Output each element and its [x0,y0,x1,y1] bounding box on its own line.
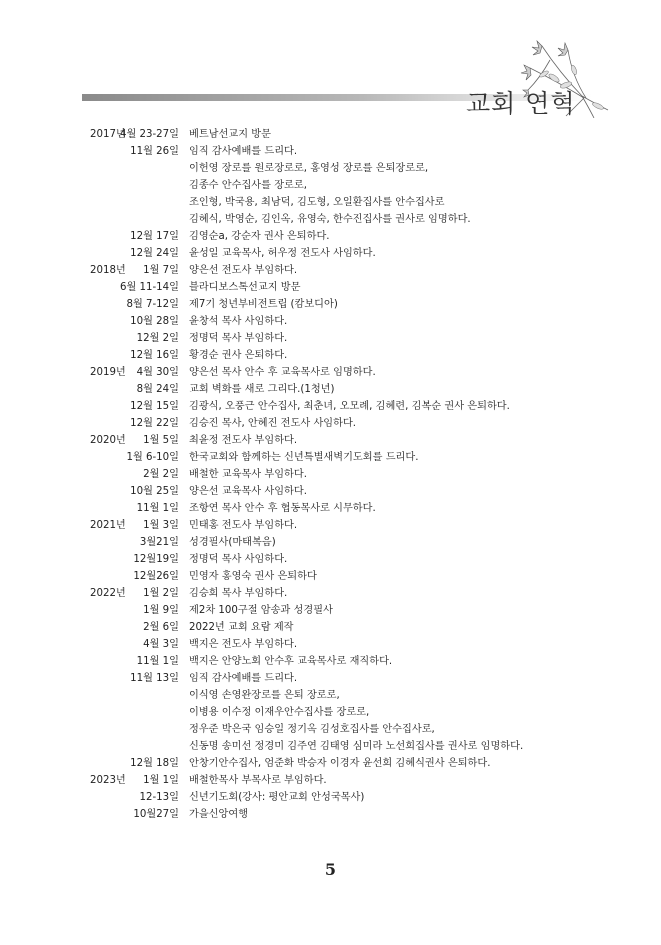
entry-text: 정명덕 목사 사임하다. [189,554,288,565]
timeline-entry [0,687,661,704]
entry-date: 12월 22일 [130,418,179,429]
entry-text: 배철한 교육목사 부임하다. [189,469,307,480]
entry-year: 2022년 [90,588,126,599]
timeline-entry [0,517,661,534]
entry-text: 제2차 100구절 암송과 성경필사 [189,605,333,616]
entry-text: 조인형, 박국용, 최남덕, 김도형, 오일환집사를 안수집사로 [189,197,445,208]
timeline-entry [0,534,661,551]
entry-text: 백지은 전도사 부임하다. [189,639,298,650]
timeline-entry [0,245,661,262]
timeline-entry [0,228,661,245]
entry-text: 민영자 홍영숙 권사 은퇴하다 [189,571,317,582]
entry-date: 6월 11-14일 [119,282,179,293]
entry-text: 최윤정 전도사 부임하다. [189,435,298,446]
entry-text: 양은선 교육목사 사임하다. [189,486,307,497]
timeline-entry [0,704,661,721]
entry-text: 이헌영 장로를 원로장로로, 홍영성 장로를 은퇴장로로, [189,163,429,174]
entry-text: 베트남선교지 방문 [189,129,271,140]
entry-text: 윤창석 목사 사임하다. [189,316,288,327]
entry-year: 2019년 [90,367,126,378]
entry-date: 11월 1일 [136,503,179,514]
entry-text: 황경순 권사 은퇴하다. [189,350,288,361]
entry-date: 12월 16일 [130,350,179,361]
entry-text: 김영순a, 강순자 권사 은퇴하다. [189,231,330,242]
entry-date: 4월 23-27일 [119,129,179,140]
entry-date: 3월21일 [139,537,179,548]
entry-year: 2023년 [90,775,126,786]
timeline-entry [0,262,661,279]
entry-date: 1월 1일 [143,775,179,786]
timeline-entry [0,279,661,296]
entry-text: 교회 벽화를 새로 그리다.(1청년) [189,384,335,395]
entry-text: 김종수 안수집사를 장로로, [189,180,307,191]
timeline-entry [0,772,661,789]
entry-date: 12월 24일 [130,248,179,259]
entry-text: 임직 감사예배를 드리다. [189,673,298,684]
timeline-entry [0,313,661,330]
timeline-entry [0,670,661,687]
timeline-entry [0,585,661,602]
entry-text: 이병용 이수정 이재우안수집사를 장로로, [189,707,370,718]
entry-date: 12월26일 [133,571,179,582]
timeline-entry [0,330,661,347]
timeline-entry [0,177,661,194]
entry-text: 김승진 목사, 안혜진 전도사 사임하다. [189,418,357,429]
timeline-entry [0,653,661,670]
page-title: 교회 연혁 [466,89,576,118]
timeline-entry [0,398,661,415]
entry-date: 2월 6일 [143,622,179,633]
entry-text: 윤성일 교육목사, 허우정 전도사 사임하다. [189,248,376,259]
entry-text: 양은선 전도사 부임하다. [189,265,298,276]
timeline-entry [0,568,661,585]
entry-date: 10월27일 [133,809,179,820]
timeline-entry [0,143,661,160]
entry-date: 8월 7-12일 [126,299,179,310]
entry-date: 12월19일 [133,554,179,565]
timeline-entry [0,296,661,313]
timeline-entry [0,551,661,568]
timeline-entry [0,500,661,517]
entry-text: 신동명 송미선 정경미 김주연 김태영 심미라 노선희집사를 권사로 임명하다. [189,741,524,752]
entry-text: 제7기 청년부비전트립 (캄보디아) [189,299,338,310]
timeline-entry [0,415,661,432]
entry-text: 양은선 목사 안수 후 교육목사로 임명하다. [189,367,376,378]
entry-text: 김광식, 오풍근 안수집사, 최춘녀, 오모례, 김혜련, 김복순 권사 은퇴하다. [189,401,510,412]
entry-date: 11월 13일 [130,673,179,684]
timeline-entry [0,160,661,177]
entry-year: 2020년 [90,435,126,446]
timeline-entry [0,194,661,211]
timeline-entry [0,381,661,398]
entry-date: 11월 26일 [130,146,179,157]
entry-date: 12월 2일 [136,333,179,344]
page-number: 5 [324,860,337,879]
entry-year: 2021년 [90,520,126,531]
entry-date: 1월 9일 [143,605,179,616]
entry-date: 1월 7일 [143,265,179,276]
entry-text: 이식영 손영완장로를 은퇴 장로로, [189,690,340,701]
entry-date: 12월 17일 [130,231,179,242]
entry-date: 10월 28일 [130,316,179,327]
page-header [0,0,661,125]
entry-text: 백지은 안양노회 안수후 교육목사로 재직하다. [189,656,393,667]
entry-text: 김승희 목사 부임하다. [189,588,288,599]
timeline-entry [0,211,661,228]
entry-date: 10월 25일 [130,486,179,497]
entry-text: 김혜식, 박영순, 김인옥, 유영숙, 한수진집사를 권사로 임명하다. [189,214,471,225]
entry-date: 2월 2일 [143,469,179,480]
entry-date: 12월 18일 [130,758,179,769]
timeline-entry [0,432,661,449]
entry-text: 신년기도회(강사: 평안교회 안성국목사) [189,792,365,803]
timeline-entry [0,755,661,772]
entry-date: 1월 2일 [143,588,179,599]
entry-date: 12월 15일 [130,401,179,412]
timeline-entry [0,483,661,500]
entry-text: 가을신앙여행 [189,809,249,820]
timeline-list [0,126,661,823]
entry-text: 정명덕 목사 부임하다. [189,333,288,344]
entry-date: 11월 1일 [136,656,179,667]
entry-text: 성경필사(마태복음) [189,537,276,548]
entry-text: 조항연 목사 안수 후 협동목사로 시무하다. [189,503,376,514]
entry-date: 4월 3일 [143,639,179,650]
entry-date: 8월 24일 [136,384,179,395]
entry-date: 12-13일 [139,792,179,803]
entry-text: 2022년 교회 요람 제작 [189,622,294,633]
timeline-entry [0,636,661,653]
entry-date: 4월 30일 [136,367,179,378]
entry-date: 1월 3일 [143,520,179,531]
timeline-entry [0,364,661,381]
timeline-entry [0,602,661,619]
timeline-entry [0,449,661,466]
entry-text: 정우준 박은국 임승일 정기옥 김성호집사를 안수집사로, [189,724,435,735]
entry-date: 1월 6-10일 [126,452,179,463]
entry-year: 2018년 [90,265,126,276]
timeline-entry [0,126,661,143]
entry-text: 배철한목사 부목사로 부임하다. [189,775,327,786]
timeline-entry [0,789,661,806]
entry-text: 한국교회와 함께하는 신년특별새벽기도회를 드리다. [189,452,419,463]
timeline-entry [0,721,661,738]
entry-text: 안창기안수집사, 엄준화 박승자 이경자 윤선희 김혜식권사 은퇴하다. [189,758,491,769]
entry-year: 2017년 [90,129,126,140]
entry-date: 1월 5일 [143,435,179,446]
timeline-entry [0,806,661,823]
timeline-entry [0,619,661,636]
entry-text: 민태홍 전도사 부임하다. [189,520,298,531]
entry-text: 블라디보스톡선교지 방문 [189,282,301,293]
timeline-entry [0,466,661,483]
timeline-entry [0,738,661,755]
timeline-entry [0,347,661,364]
entry-text: 임직 감사예배를 드리다. [189,146,298,157]
